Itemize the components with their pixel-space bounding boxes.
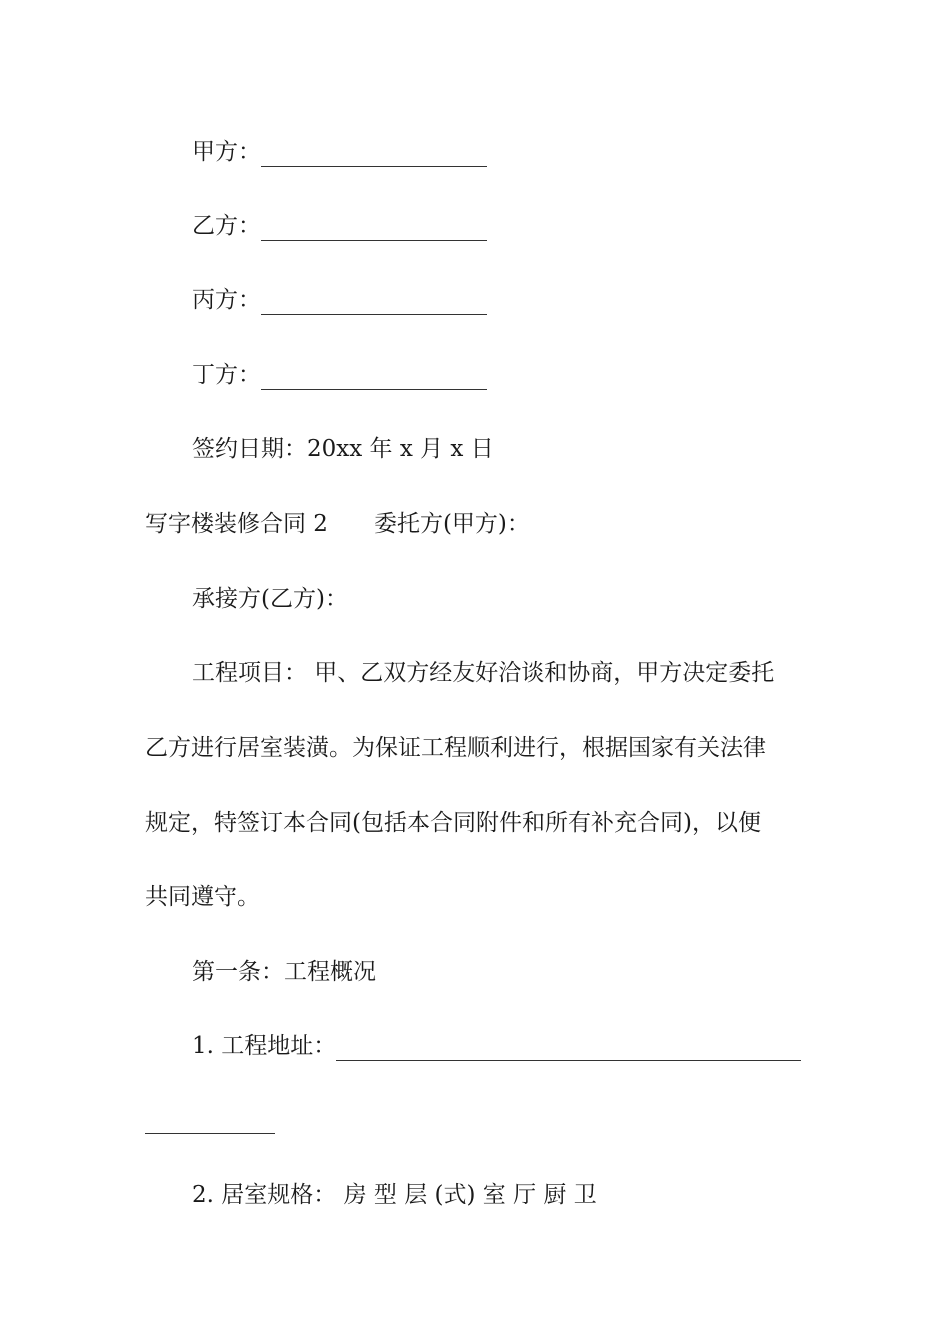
project-line-4: 共同遵守。 — [145, 884, 260, 910]
spec-line: 2. 居室规格： 房 型 层 (式) 室 厅 厨 卫 — [192, 1182, 597, 1208]
client-label: 委托方(甲方)： — [373, 511, 530, 537]
project-line-3: 规定，特签订本合同(包括本合同附件和所有补充合同)，以便 — [145, 810, 761, 836]
project-line-1: 工程项目： 甲、乙双方经友好洽谈和协商，甲方决定委托 — [192, 660, 775, 686]
party-b-line — [192, 211, 487, 241]
party-a-blank — [261, 144, 487, 167]
party-d-label: 丁方： — [192, 362, 261, 388]
contract-title-line — [145, 509, 530, 539]
sign-date: 签约日期：20xx 年 x 月 x 日 — [192, 436, 494, 462]
project-line-2: 乙方进行居室装潢。为保证工程顺利进行，根据国家有关法律 — [145, 735, 766, 761]
party-d-line — [192, 360, 487, 390]
party-c-line — [192, 285, 487, 315]
contractor-label: 承接方(乙方)： — [192, 586, 348, 612]
address-blank-continued — [145, 1133, 275, 1134]
address-blank — [336, 1038, 801, 1061]
address-label: 1. 工程地址： — [192, 1033, 337, 1059]
party-b-label: 乙方： — [192, 213, 261, 239]
article1-heading: 第一条：工程概况 — [192, 959, 376, 985]
address-line — [192, 1031, 801, 1061]
party-c-blank — [261, 292, 487, 315]
party-c-label: 丙方： — [192, 287, 261, 313]
party-b-blank — [261, 218, 487, 241]
party-a-line — [192, 137, 487, 167]
party-a-label: 甲方： — [192, 139, 261, 165]
contract-title: 写字楼装修合同 2 — [145, 511, 328, 537]
party-d-blank — [261, 367, 487, 390]
